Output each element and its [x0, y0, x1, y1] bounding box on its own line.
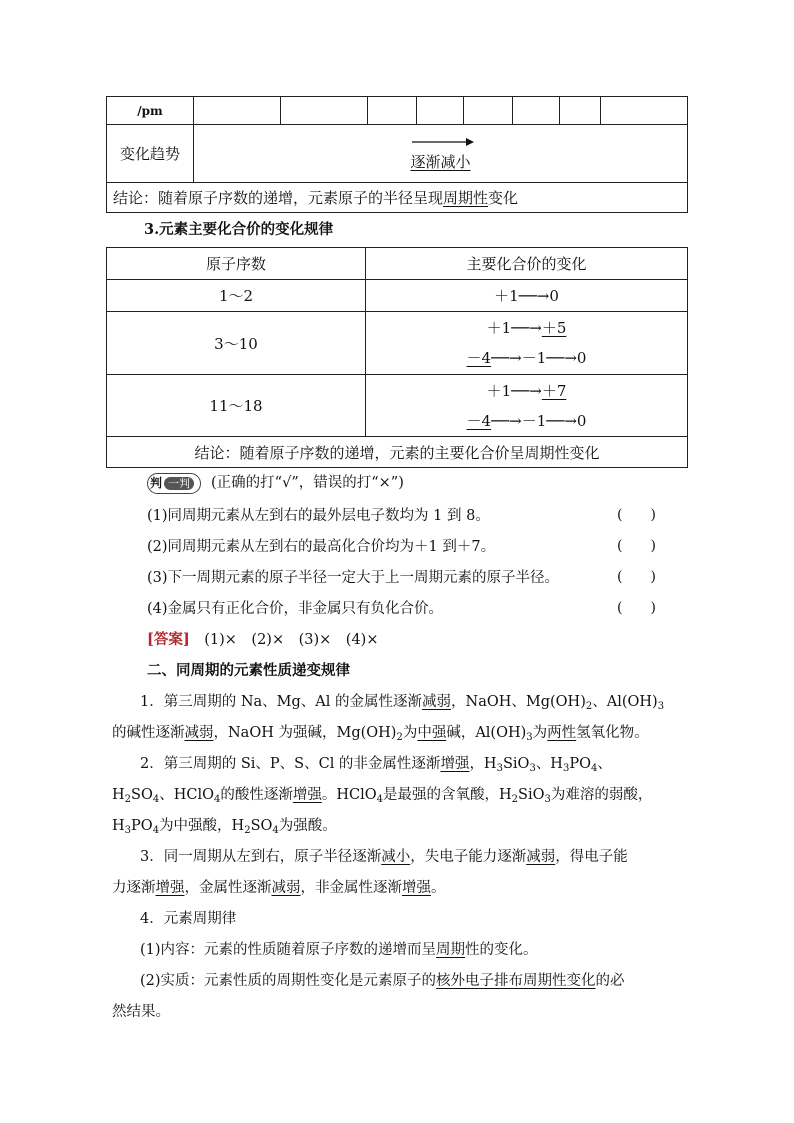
paragraph-4-essence-line-1 — [140, 969, 625, 990]
p-text: 力逐渐 — [112, 880, 156, 896]
answer-blank-2: ( ) — [617, 538, 656, 554]
valence-text: ＋1──→ — [486, 381, 542, 400]
p-text: ，金属性逐渐 — [184, 880, 272, 896]
valence-line — [366, 376, 687, 406]
p-text: 为难溶的弱酸， — [550, 787, 653, 803]
p-text: 为强酸。 — [278, 818, 337, 834]
unit-label: /pm — [107, 97, 194, 125]
valence-text: ＋1──→ — [486, 319, 542, 337]
conclusion-key: 周期性 — [443, 189, 489, 207]
valence-conclusion: 结论：随着原子序数的递增，元素的主要化合价呈周期性变化 — [107, 437, 688, 468]
conclusion-row — [107, 183, 688, 213]
table-cell — [513, 97, 560, 125]
paragraph-4-title: 4．元素周期律 — [140, 911, 237, 927]
valence-cell — [366, 375, 688, 437]
p-key: 核外电子排布周期性变化 — [436, 973, 596, 989]
p-text: 2．第三周期的 Si、P、S、Cl 的非金属性逐渐 — [140, 756, 441, 772]
p-text: PO — [569, 756, 591, 772]
table-row — [107, 375, 688, 437]
answer-label: [答案] — [147, 631, 190, 648]
p-text: ，失电子能力逐渐 — [410, 849, 527, 865]
p-text: 、H — [535, 756, 563, 772]
p-text: 。 — [431, 880, 446, 896]
section-3-title: 3.元素主要化合价的变化规律 — [144, 221, 334, 238]
judge-item-4: (4)金属只有正化合价，非金属只有负化合价。 — [147, 601, 444, 617]
paragraph-4-content — [140, 938, 538, 959]
p-key: 减小 — [381, 849, 411, 865]
trend-cell — [194, 125, 688, 183]
valence-header-row — [107, 248, 688, 280]
paragraph-2-line-1: 2．第三周期的 Si、P、S、Cl 的非金属性逐渐增强，$H_3SiO_3$、$H_3PO_4$、 — [140, 756, 612, 774]
p-key: 增强 — [440, 756, 470, 772]
p-key: 增强 — [155, 880, 185, 896]
p-text: ，NaOH 为强碱，Mg(OH) — [213, 725, 397, 741]
paragraph-2-line-3: $H_3PO_4$为中强酸，$H_2SO_4$为强酸。 — [112, 818, 337, 836]
radius-table-row — [107, 97, 688, 125]
trend-label: 变化趋势 — [107, 125, 194, 183]
judge-instruction: (正确的打“√”，错误的打“×”) — [211, 475, 404, 491]
answer-value: (1)× (2)× (3)× (4)× — [204, 632, 379, 648]
table-cell — [194, 97, 281, 125]
answer-blank-4: ( ) — [617, 600, 656, 616]
table-cell — [464, 97, 513, 125]
valence-key: ＋7 — [541, 381, 567, 400]
valence-line — [366, 343, 687, 373]
judge-item-2: (2)同周期元素从左到右的最高化合价均为＋1 到＋7。 — [147, 539, 496, 555]
valence-line — [366, 313, 687, 343]
valence-key: －4 — [466, 411, 492, 430]
p-text: (2)实质：元素性质的周期性变化是元素原子的 — [140, 973, 437, 989]
p-text: SiO — [502, 756, 530, 772]
p-text: 为中强酸，H — [159, 818, 245, 834]
p-text: SiO — [518, 787, 545, 803]
p-text: 。HClO — [321, 787, 377, 803]
p-text: 氢氧化物。 — [576, 725, 649, 741]
p-text: 的必 — [595, 973, 625, 989]
judge-header — [147, 471, 404, 494]
answer-line — [147, 628, 379, 649]
radius-conclusion — [107, 183, 688, 213]
p-text: ，非金属性逐渐 — [300, 880, 402, 896]
p-text: 的酸性逐渐 — [220, 787, 293, 803]
header-atomic-number: 原子序数 — [107, 248, 366, 280]
p-text: 、Al(OH) — [592, 694, 658, 710]
paragraph-2-line-2: $H_2SO_4$、HClO$_4$的酸性逐渐增强。HClO$_4$是最强的含氧酸，$H_2SiO_3$为难溶的弱酸， — [112, 787, 653, 805]
range-cell: 11～18 — [107, 375, 366, 437]
valence-key: ＋5 — [541, 319, 567, 337]
judge-item-1: (1)同周期元素从左到右的最外层电子数均为 1 到 8。 — [147, 508, 490, 524]
p-text: 性的变化。 — [465, 942, 538, 958]
p-text: ，得电子能 — [555, 849, 628, 865]
p-key: 增强 — [292, 787, 322, 803]
table-row — [107, 280, 688, 312]
valence-cell — [366, 312, 688, 375]
trend-value: 逐渐减小 — [410, 153, 471, 171]
p-text: ，NaOH、Mg(OH) — [451, 694, 586, 710]
valence-cell: ＋1──→0 — [366, 280, 688, 312]
range-cell: 3～10 — [107, 312, 366, 375]
p-text: PO — [131, 818, 153, 834]
paragraph-1-line-2: 的碱性逐渐减弱，NaOH 为强碱，$Mg(OH)_2$为中强碱，$Al(OH)_3$为两性氢氧化物。 — [112, 725, 649, 743]
judge-badge — [147, 473, 201, 494]
p-text: H — [112, 787, 125, 803]
valence-conclusion-row — [107, 437, 688, 468]
p-text: H — [112, 818, 125, 834]
p-text: 3．同一周期从左到右，原子半径逐渐 — [140, 849, 382, 865]
p-text: 为 — [532, 725, 548, 741]
table-row — [107, 312, 688, 375]
badge-text: 一判 — [164, 477, 194, 490]
p-key: 减弱 — [422, 694, 452, 710]
conclusion-text: 结论：随着原子序数的递增，元素原子的半径呈现 — [113, 189, 444, 207]
section-2-title: 二、同周期的元素性质递变规律 — [147, 662, 350, 679]
p-text: 、HClO — [159, 787, 214, 803]
answer-blank-3: ( ) — [617, 569, 656, 585]
p-key: 减弱 — [184, 725, 214, 741]
p-text: 碱，Al(OH) — [446, 725, 527, 741]
badge-text: 判 — [150, 476, 163, 490]
table-cell — [417, 97, 464, 125]
table-cell — [601, 97, 688, 125]
table-cell — [281, 97, 368, 125]
p-text: 1．第三周期的 Na、Mg、Al 的金属性逐渐 — [140, 694, 423, 710]
paragraph-1-line-1: 1．第三周期的 Na、Mg、Al 的金属性逐渐减弱，NaOH、$Mg(OH)_2$、$Al(OH)_3$ — [140, 694, 665, 712]
p-text: ，H — [469, 756, 497, 772]
p-text: 为 — [402, 725, 418, 741]
valence-text: ──→－1──→0 — [491, 411, 587, 430]
p-text: SO — [131, 787, 153, 803]
header-valence-change: 主要化合价的变化 — [366, 248, 688, 280]
valence-text: ──→－1──→0 — [491, 349, 587, 367]
arrow-right-icon — [406, 135, 476, 149]
p-key: 中强 — [417, 725, 447, 741]
p-key: 减弱 — [526, 849, 556, 865]
p-text: SO — [250, 818, 273, 834]
paragraph-3-line-2 — [112, 876, 446, 897]
p-text: 、 — [597, 756, 612, 772]
radius-table — [106, 96, 688, 213]
valence-line — [366, 406, 687, 436]
valence-key: －4 — [466, 349, 492, 367]
p-text: (1)内容：元素的性质随着原子序数的递增而呈 — [140, 942, 437, 958]
table-cell — [368, 97, 417, 125]
answer-blank-1: ( ) — [617, 507, 656, 523]
judge-item-3: (3)下一周期元素的原子半径一定大于上一周期元素的原子半径。 — [147, 570, 560, 586]
p-text: 是最强的含氧酸，H — [383, 787, 512, 803]
range-cell: 1～2 — [107, 280, 366, 312]
p-text: 的碱性逐渐 — [112, 725, 185, 741]
p-key: 周期 — [436, 942, 466, 958]
p-key: 两性 — [547, 725, 577, 741]
paragraph-3-line-1 — [140, 845, 628, 866]
p-key: 减弱 — [271, 880, 301, 896]
table-cell — [560, 97, 601, 125]
paragraph-4-essence-line-2: 然结果。 — [112, 1004, 170, 1020]
conclusion-text: 变化 — [488, 189, 519, 207]
valence-table — [106, 247, 688, 468]
p-key: 增强 — [402, 880, 431, 896]
trend-row — [107, 125, 688, 183]
